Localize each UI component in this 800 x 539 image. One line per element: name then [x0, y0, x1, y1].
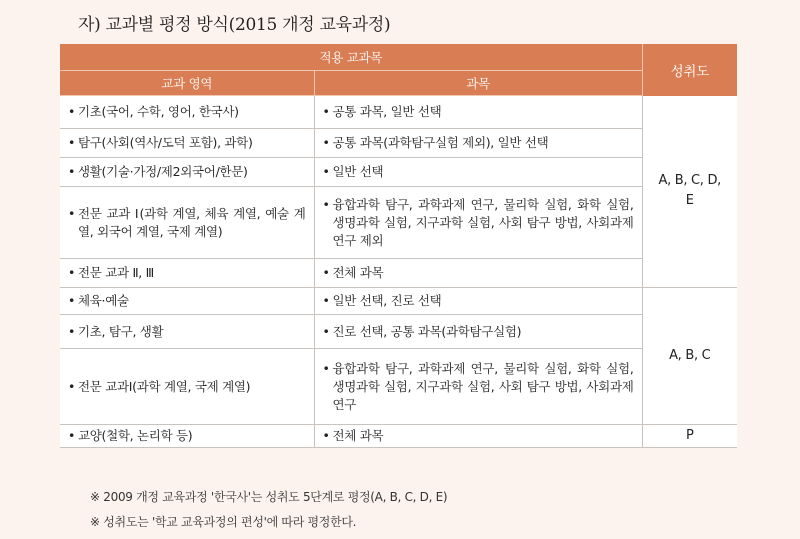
footnotes — [90, 488, 447, 538]
table-row — [60, 349, 737, 425]
area-cell: • 전문 교과 Ⅱ, Ⅲ — [60, 259, 314, 288]
area-cell: • 전문 교과Ⅰ(과학 계열, 국제 계열) — [60, 349, 314, 425]
subjects-cell: • 진로 선택, 공통 과목(과학탐구실험) — [314, 315, 642, 349]
header-subject-area: 교과 영역 — [60, 71, 314, 96]
footnote: ※ 2009 개정 교육과정 '한국사'는 성취도 5단계로 평정(A, B, C, D, E) — [90, 490, 448, 504]
page-title: 자) 교과별 평정 방식(2015 개정 교육과정) — [78, 15, 391, 35]
subjects-cell: • 융합과학 탐구, 과학과제 연구, 물리학 실험, 화학 실험, 생명과학 실험, 지구과학 실험, 사회 탐구 방법, 사회과제 연구 — [314, 349, 642, 425]
table-row — [60, 315, 737, 349]
table-row — [60, 425, 737, 448]
footnote: ※ 성취도는 '학교 교육과정의 편성'에 따라 평정한다. — [90, 515, 357, 529]
table-row — [60, 158, 737, 187]
table-row — [60, 96, 737, 129]
subjects-cell: • 전체 과목 — [314, 425, 642, 448]
area-cell: • 기초(국어, 수학, 영어, 한국사) — [60, 96, 314, 129]
subjects-cell: • 전체 과목 — [314, 259, 642, 288]
header-achievement: 성취도 — [642, 44, 737, 96]
subjects-cell: • 공통 과목, 일반 선택 — [314, 96, 642, 129]
grade-cell-group2: A, B, C — [642, 288, 737, 425]
area-cell: • 체육·예술 — [60, 288, 314, 315]
header-subject: 과목 — [314, 71, 642, 96]
table-row — [60, 187, 737, 259]
table-row — [60, 288, 737, 315]
area-cell: • 탐구(사회(역사/도덕 포함), 과학) — [60, 129, 314, 158]
grade-cell-group1: A, B, C, D, E — [642, 96, 737, 288]
area-cell: • 생활(기술·가정/제2외국어/한문) — [60, 158, 314, 187]
subjects-cell: • 일반 선택 — [314, 158, 642, 187]
table-row — [60, 129, 737, 158]
subjects-cell: • 융합과학 탐구, 과학과제 연구, 물리학 실험, 화학 실험, 생명과학 실험, 지구과학 실험, 사회 탐구 방법, 사회과제 연구 제외 — [314, 187, 642, 259]
grading-table — [60, 44, 737, 448]
header-applicable-subjects: 적용 교과목 — [60, 44, 642, 71]
area-cell: • 전문 교과 Ⅰ(과학 계열, 체육 계열, 예술 계열, 외국어 계열, 국제 계열) — [60, 187, 314, 259]
grade-cell-group3: P — [642, 425, 737, 448]
area-cell: • 교양(철학, 논리학 등) — [60, 425, 314, 448]
subjects-cell: • 일반 선택, 진로 선택 — [314, 288, 642, 315]
subjects-cell: • 공통 과목(과학탐구실험 제외), 일반 선택 — [314, 129, 642, 158]
area-cell: • 기초, 탐구, 생활 — [60, 315, 314, 349]
table-row — [60, 259, 737, 288]
